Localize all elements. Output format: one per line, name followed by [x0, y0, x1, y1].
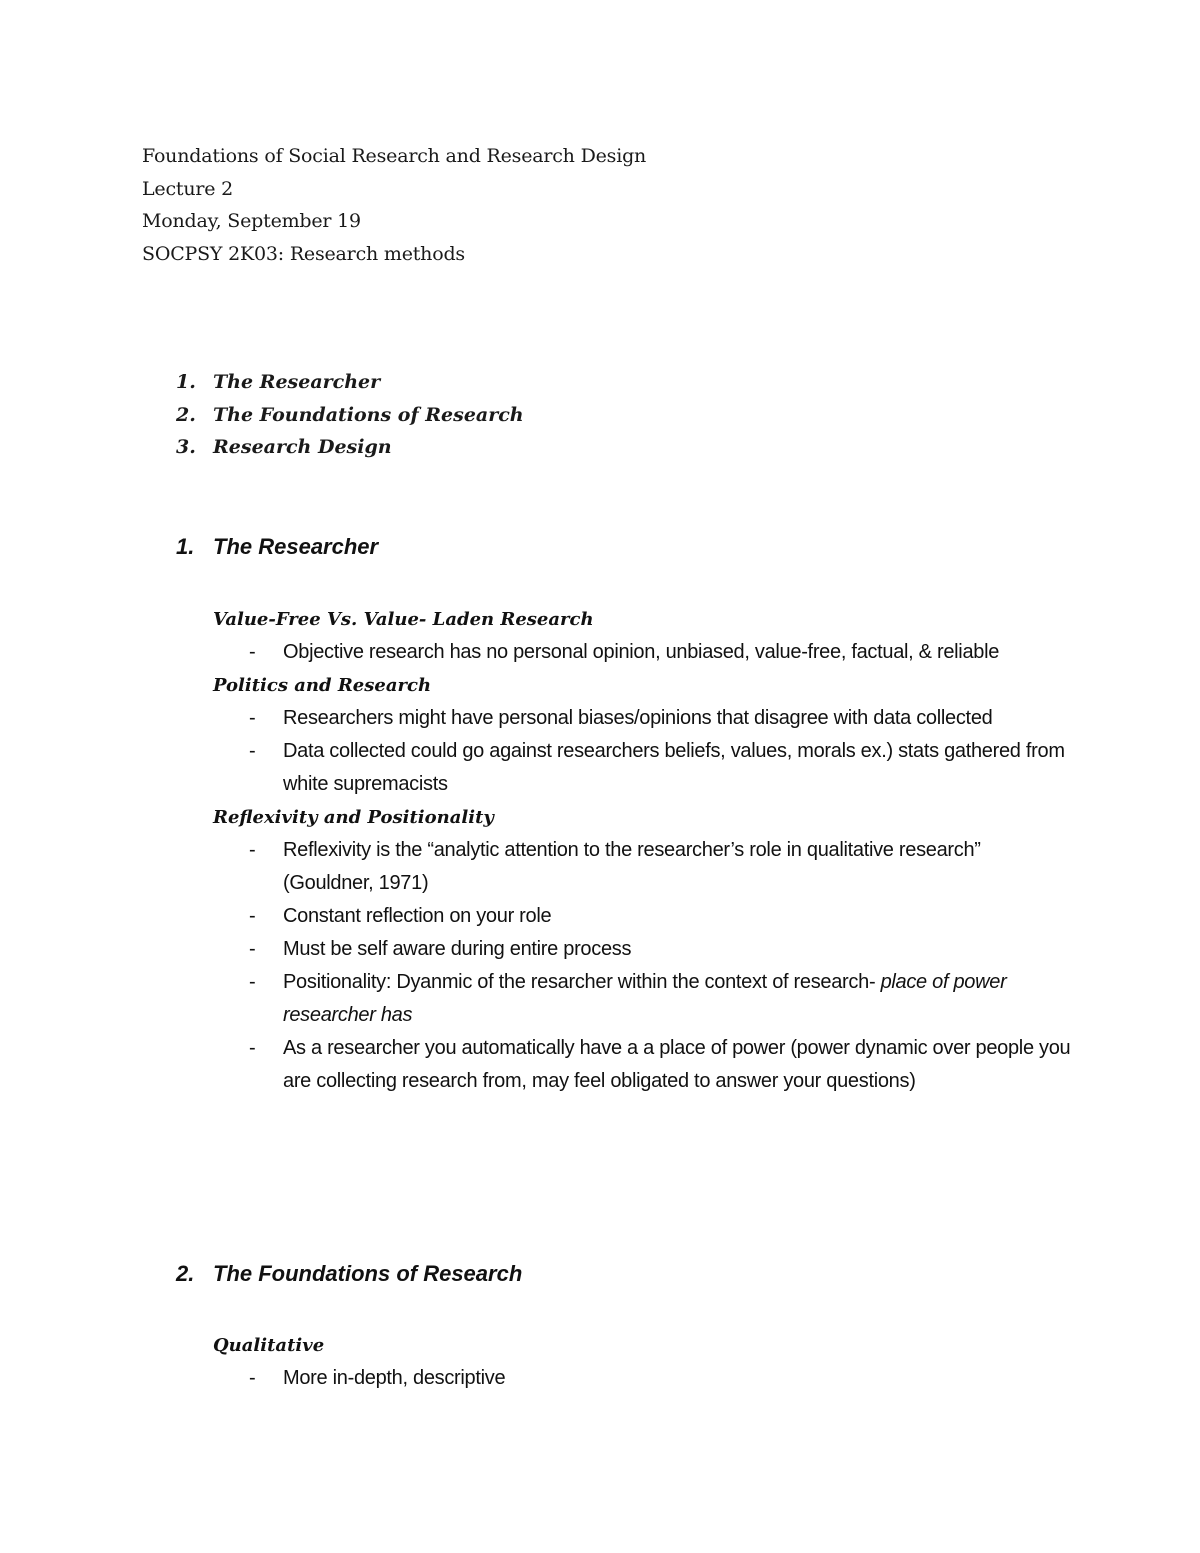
list-item — [213, 702, 1073, 735]
bullet-dash: - — [249, 971, 256, 993]
list-item-text: Reflexivity is the “analytic attention to the researcher’s role in qualitative research” (Gouldner, 1971) — [283, 839, 981, 894]
toc-item-number: 3. — [176, 436, 196, 458]
toc-item — [176, 431, 524, 464]
section-heading-researcher — [176, 534, 378, 560]
course-title: Foundations of Social Research and Research Design — [142, 145, 647, 167]
bullet-dash: - — [249, 1037, 256, 1059]
toc-item — [176, 399, 524, 432]
document-header — [142, 140, 646, 270]
toc-item-number: 1. — [176, 371, 196, 393]
list-item — [213, 933, 1073, 966]
toc-item — [176, 366, 524, 399]
subheading-value-free: Value-Free Vs. Value- Laden Research — [213, 609, 594, 630]
list-item-text: Must be self aware during entire process — [283, 938, 632, 960]
bullet-dash: - — [249, 1367, 256, 1389]
list-item — [213, 900, 1073, 933]
section-title: The Foundations of Research — [213, 1261, 523, 1286]
course-code: SOCPSY 2K03: Research methods — [142, 242, 465, 265]
toc-item-label: The Researcher — [213, 371, 381, 393]
section-body-foundations — [213, 1329, 1073, 1395]
positionality-text: Positionality: Dyanmic of the resarcher within the context of research- — [283, 971, 881, 993]
toc-item-label: The Foundations of Research — [213, 403, 524, 426]
lecture-date: Monday, September 19 — [142, 210, 361, 232]
list-item-text: Researchers might have personal biases/opinions that disagree with data collected — [283, 707, 993, 729]
bullet-dash: - — [249, 938, 256, 960]
bullet-dash: - — [249, 641, 256, 663]
section-heading-foundations — [176, 1261, 522, 1287]
section-body-researcher — [213, 603, 1073, 1098]
list-item — [213, 834, 1073, 900]
list-item-text: Data collected could go against researchers beliefs, values, morals ex.) stats gathered from white supremacists — [283, 740, 1065, 795]
list-item — [213, 966, 1073, 1032]
bullet-dash: - — [249, 707, 256, 729]
subheading-politics: Politics and Research — [213, 675, 432, 696]
bullet-dash: - — [249, 839, 256, 861]
list-item-text: More in-depth, descriptive — [283, 1367, 506, 1389]
list-item — [213, 1362, 1073, 1395]
lecture-number: Lecture 2 — [142, 177, 234, 200]
bullet-dash: - — [249, 740, 256, 762]
section-number: 2. — [176, 1261, 195, 1286]
toc-item-label: Research Design — [213, 436, 392, 458]
positionality-emphasis: place of power researcher has — [283, 971, 1007, 1026]
subheading-qualitative: Qualitative — [213, 1335, 325, 1356]
list-item — [213, 735, 1073, 801]
section-number: 1. — [176, 534, 195, 559]
table-of-contents — [176, 366, 524, 464]
list-item — [213, 636, 1073, 669]
subheading-reflexivity: Reflexivity and Positionality — [213, 807, 494, 828]
bullet-dash: - — [249, 905, 256, 927]
toc-item-number: 2. — [176, 403, 196, 426]
list-item-text: As a researcher you automatically have a a place of power (power dynamic over people you are collecting research from, may feel obligated to answer your questions) — [283, 1037, 1071, 1092]
list-item — [213, 1032, 1073, 1098]
section-title: The Researcher — [213, 534, 379, 559]
list-item-text — [283, 971, 1006, 1026]
list-item-text: Constant reflection on your role — [283, 905, 552, 927]
list-item-text: Objective research has no personal opinion, unbiased, value-free, factual, & reliable — [283, 641, 1000, 663]
